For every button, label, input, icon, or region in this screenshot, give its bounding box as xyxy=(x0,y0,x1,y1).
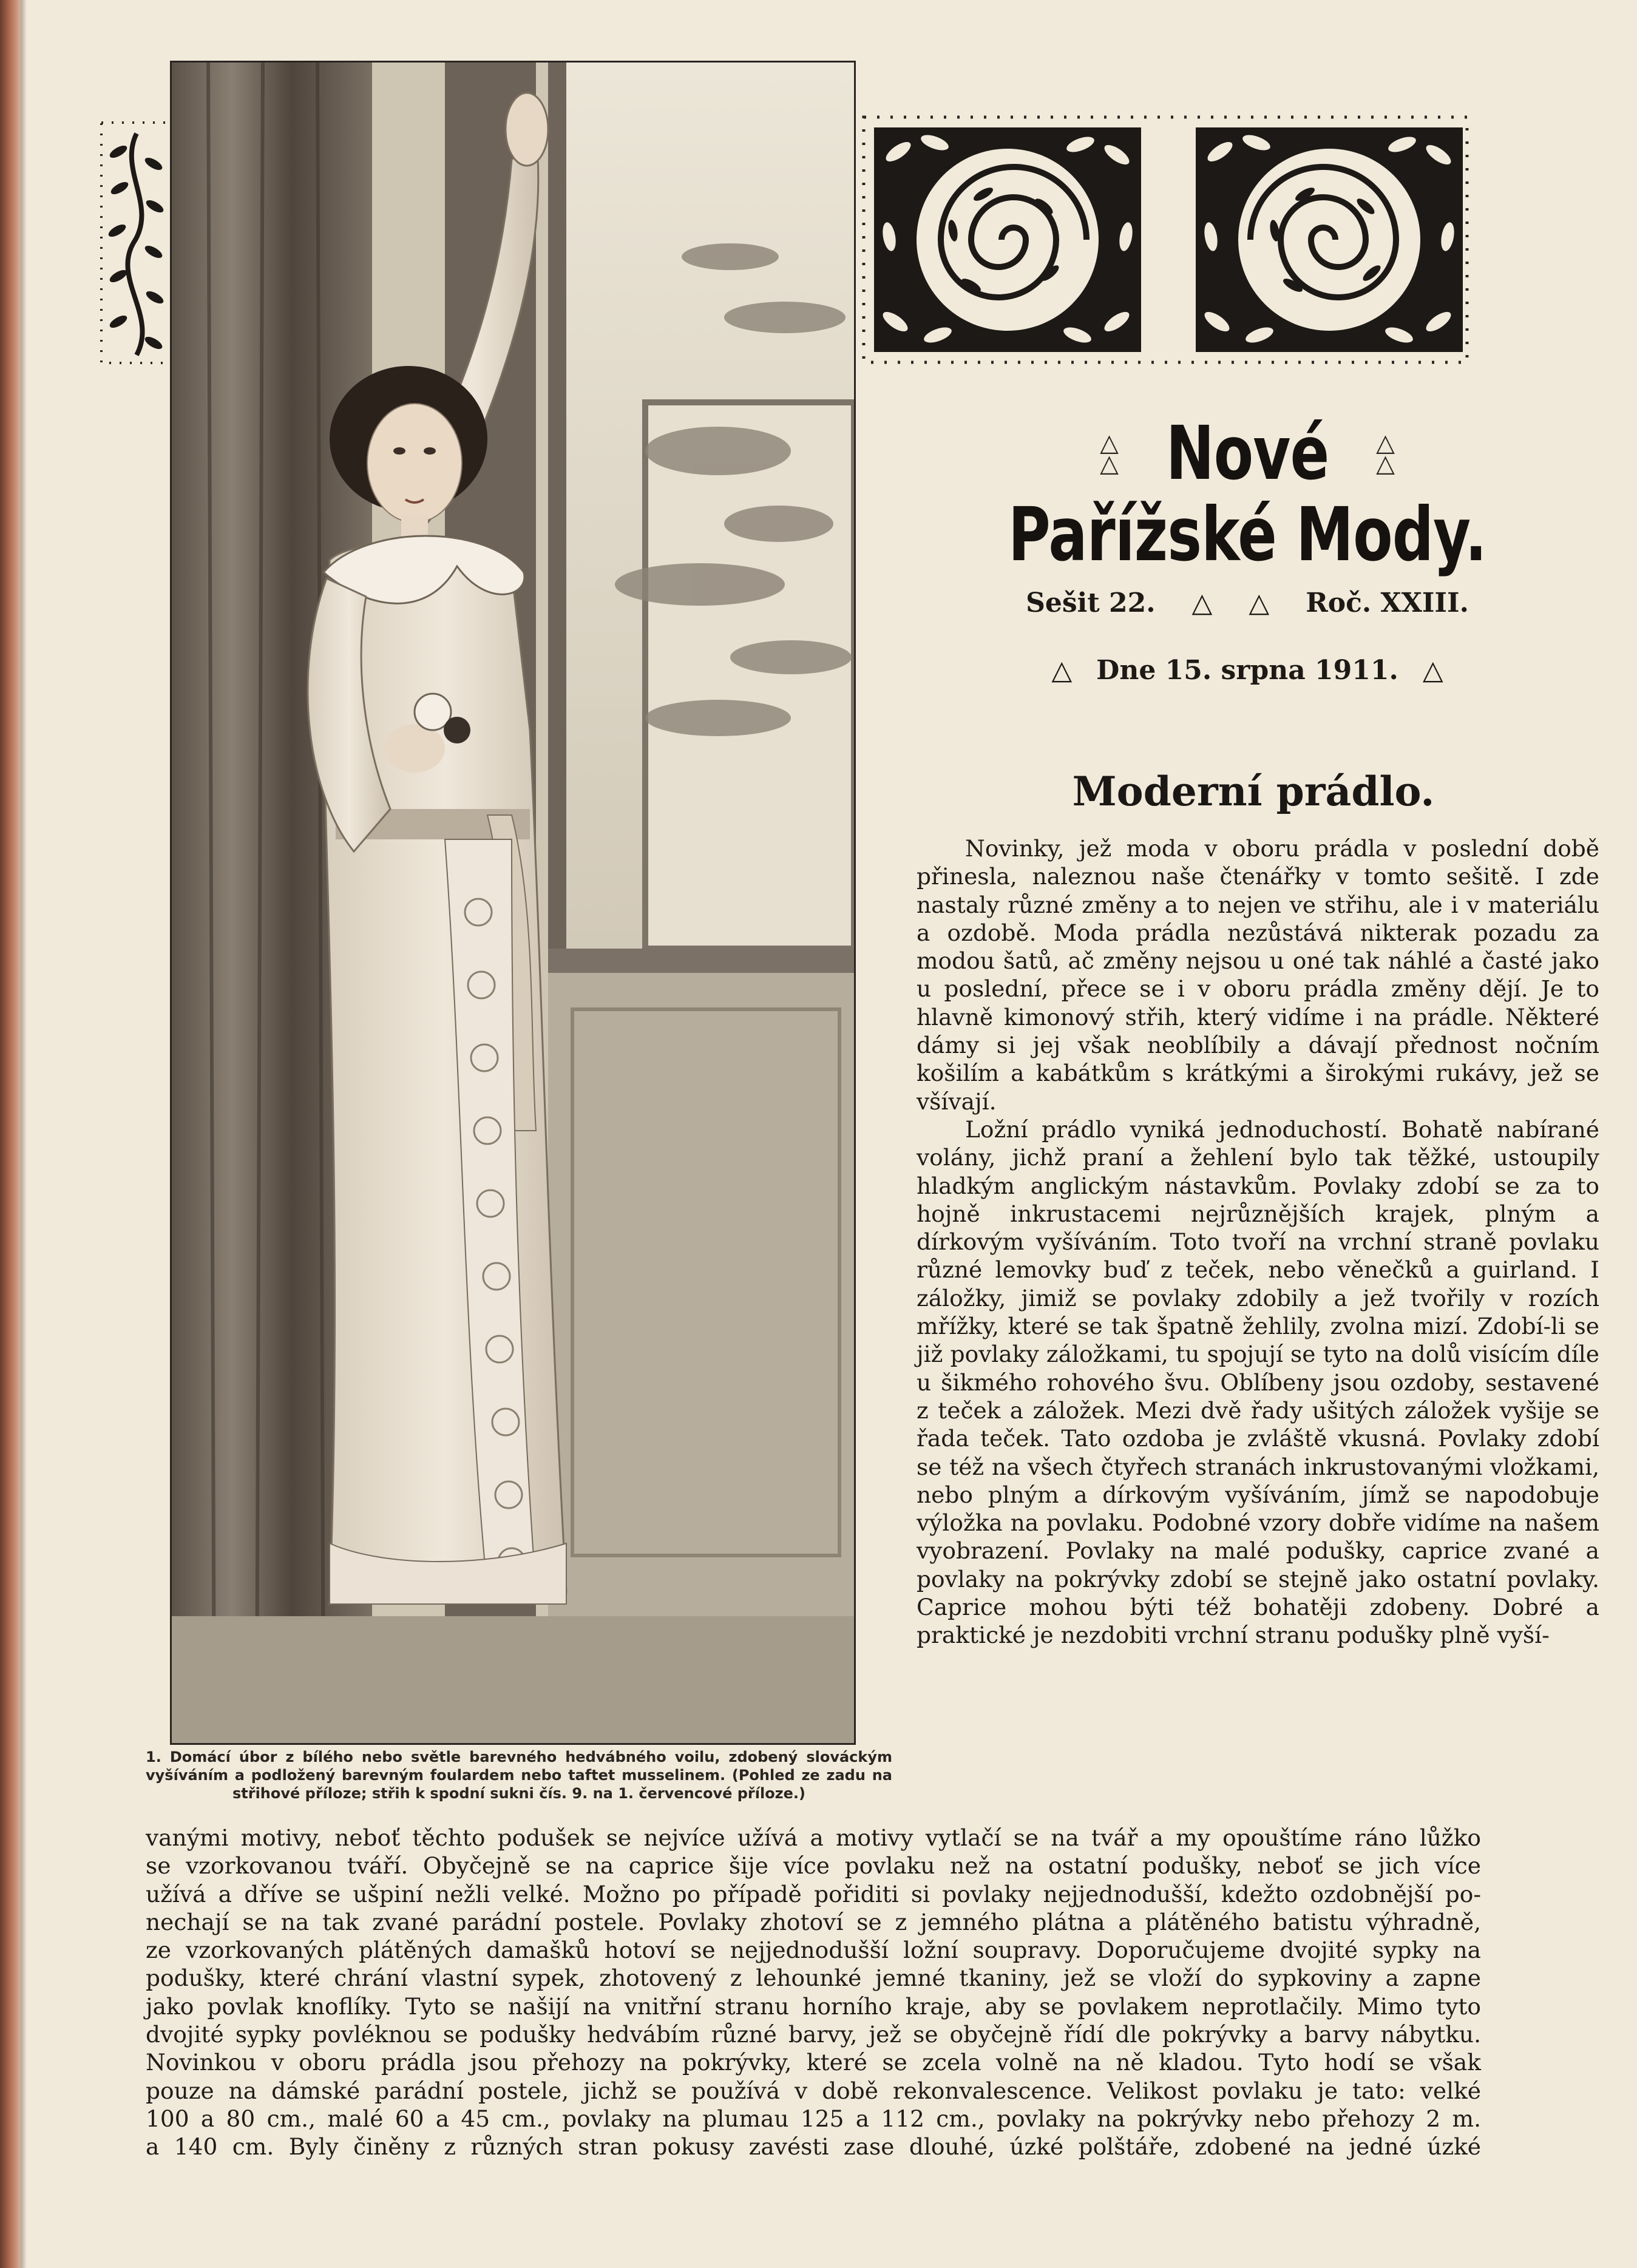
text-line: Novinkou v oboru prádla jsou přehozy na pokrývky, které se zcela volně na ně kladou. Tyto hodí se však xyxy=(146,2049,1481,2076)
text-line: ze vzorkovaných plátěných damašků hotoví se nejjednodušší ložní soupravy. Doporučujeme dvojité sypky na xyxy=(146,1937,1481,1964)
text-line: užívá a dříve se ušpiní nežli velké. Možno po případě pořiditi si povlaky nejjednodušší, kdežto ozdobnější po- xyxy=(146,1880,1481,1907)
text-line: jako povlak knoflíky. Tyto se našijí na vnitřní stranu horního kraje, aby se povlakem neprotlačily. Mimo tyto xyxy=(146,1992,1481,2020)
magazine-title-line1: Nové xyxy=(1165,410,1329,496)
masthead xyxy=(874,410,1621,686)
magazine-title-line2: Pařížské Mody. xyxy=(1008,492,1487,578)
article-continuation xyxy=(146,1824,1481,2161)
left-vine-ornament xyxy=(100,121,173,364)
text-line: dvojité sypky povléknou se podušky hedvábím různé barvy, jež se obyčejně řídí dle pokrývky a barvy nábytku. xyxy=(146,2021,1481,2048)
date-line xyxy=(874,655,1621,686)
spine-shadow xyxy=(21,0,27,2268)
issue-number: Sešit 22. xyxy=(1026,587,1156,618)
text-line: nechají se na tak zvané parádní postele. Povlaky zhotoví se z jemného plátna a plátěného batistu výhradně, xyxy=(146,1908,1481,1935)
text-line: pouze na dámské parádní postele, jichž se používá v době rekonvalescence. Velikost povlaku je tato: velké xyxy=(146,2077,1481,2104)
triangle-pair-left xyxy=(1100,429,1119,478)
article-paragraph: Novinky, jež moda v oboru prádla v poslední době přinesla, naleznou naše čtenářky v tomto sešitě. I zde nastaly různé změny a to nejen ve střihu, ale i v materiálu a ozdobě. Moda prádla nezůstává nikterak pozadu za modou šatů, ač změny nejsou u oné tak náhlé a časté jako u poslední, přece se i v oboru prádla změny dějí. Je to hlavně kimonový střih, který vidíme i na prádle. Některé dámy si jej však neoblíbily a dávají přednost nočním košilím a kabátkům s krátkými a širokými rukávy, jež se všívají. xyxy=(917,835,1599,1115)
text-line: podušky, které chrání vlastní sypek, zhotovený z lehounké jemné tkaniny, jež se vloží do sypkoviny a zapne xyxy=(146,1965,1481,1992)
article-title: Moderní prádlo. xyxy=(1072,768,1435,815)
triangle-icon: △ xyxy=(1051,655,1073,686)
triangle-icon: △ xyxy=(1100,450,1119,478)
illustration-caption: 1. Domácí úbor z bílého nebo světle barevného hedvábného voilu, zdobený slováckým vyšíváním a podložený barevným foulardem nebo taftet musselinem. (Pohled ze zadu na střihové příloze; střih k spodní sukni čís. 9. na 1. červencové příloze.) xyxy=(146,1748,892,1802)
text-line: vanými motivy, neboť těchto podušek se nejvíce užívá a motivy vytlačí se na tvář a my opouštíme ráno lůžko xyxy=(146,1824,1481,1851)
article-paragraph: Ložní prádlo vyniká jednoduchostí. Bohatě nabírané volány, jichž praní a žehlení bylo tak těžké, ustoupily hladkým anglickým nástavkům. Povlaky zdobí se za to hojně inkrustacemi nejrůznějších krajek, plným a dírkovým vyšíváním. Toto tvoří na vrchní straně povlaku různé lemovky buď z teček, nebo věnečků a guirland. I záložky, jimiž se povlaky zdobily a jež tvořily v rozích mřížky, které se tak špatně žehlily, zvolna mizí. Zdobí-li se již povlaky záložkami, tu spojují se tyto na dolů visícím díle u šikmého rohového švu. Oblíbeny jsou ozdoby, sestavené z teček a záložek. Mezi dvě řady ušitých záložek vyšije se řada teček. Tato ozdoba je zvláště vkusná. Povlaky zdobí se též na všech čtyřech stranách inkrustovanými vložkami, nebo plným a dírkovým vyšíváním, jímž se napodobuje výložka na povlaku. Podobné vzory dobře vidíme na našem vyobrazení. Povlaky na malé podušky, caprice zvané a povlaky na pokrývky zdobí se stejně jako ostatní povlaky. Caprice mohou býti též bohatěji zdobeny. Dobré a praktické je nezdobiti vrchní stranu podušky plně vyší- xyxy=(917,1115,1599,1649)
volume-number: Roč. XXIII. xyxy=(1306,587,1469,618)
masthead-vine-ornament xyxy=(862,115,1469,364)
triangle-icon: △ xyxy=(1422,655,1443,686)
triangle-pair-right xyxy=(1376,429,1395,478)
text-line: 100 a 80 cm., malé 60 a 45 cm., povlaky na plumau 125 a 112 cm., povlaky na pokrývky nebo přehozy 2 m. xyxy=(146,2105,1481,2132)
book-spine-edge xyxy=(0,0,21,2268)
article-column xyxy=(917,834,1599,1650)
text-line: se vzorkovanou tváří. Obyčejně se na caprice šije více povlaku než na ostatní podušky, neboť se jich více xyxy=(146,1852,1481,1880)
issue-line xyxy=(874,587,1621,618)
issue-date: Dne 15. srpna 1911. xyxy=(1096,655,1398,686)
triangle-icon: △ xyxy=(1100,429,1119,457)
triangle-icon: △ xyxy=(1191,587,1213,618)
triangle-icon: △ xyxy=(1249,587,1270,618)
triangle-icon: △ xyxy=(1376,450,1395,478)
fashion-illustration xyxy=(170,61,856,1745)
triangle-icon: △ xyxy=(1376,429,1395,457)
text-line: a 140 cm. Byly činěny z různých stran pokusy zavésti zase dlouhé, úzké polštáře, zdobené na jedné úzké xyxy=(146,2133,1481,2161)
